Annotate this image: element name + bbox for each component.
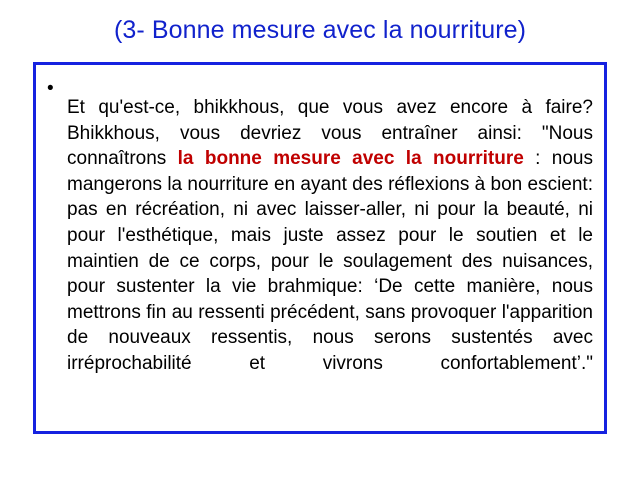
- page-title: (3- Bonne mesure avec la nourriture): [113, 16, 527, 44]
- list-item: [36, 65, 604, 421]
- highlighted-phrase: la bonne mesure avec la nourriture: [177, 148, 524, 170]
- bullet-icon: •: [47, 78, 54, 99]
- body-text-part-1: Et qu'est-ce, bhikkhous, que vous avez encore à faire? Bhikkhous, vous devriez vous entraîner ainsi: "Nous connaîtrons: [67, 97, 593, 170]
- body-text-part-2: : nous mangerons la nourriture en ayant des réflexions à bon escient: pas en récréation, ni avec laisser-aller, ni pour la beauté, ni pour l'esthétique, mais juste assez pour le soutien et le maintien de ce corps, pour le soulagement des nuisances, pour sustenter la vie brahmique: ‘De cette manière, nous mettrons fin au ressenti précédent, sans provoquer l'apparition de nouveaux ressentis, nous serons sustentés avec irréprochabilité et vivrons confortablement’.": [67, 148, 593, 374]
- content-box: [33, 62, 607, 434]
- body-paragraph: [67, 95, 593, 402]
